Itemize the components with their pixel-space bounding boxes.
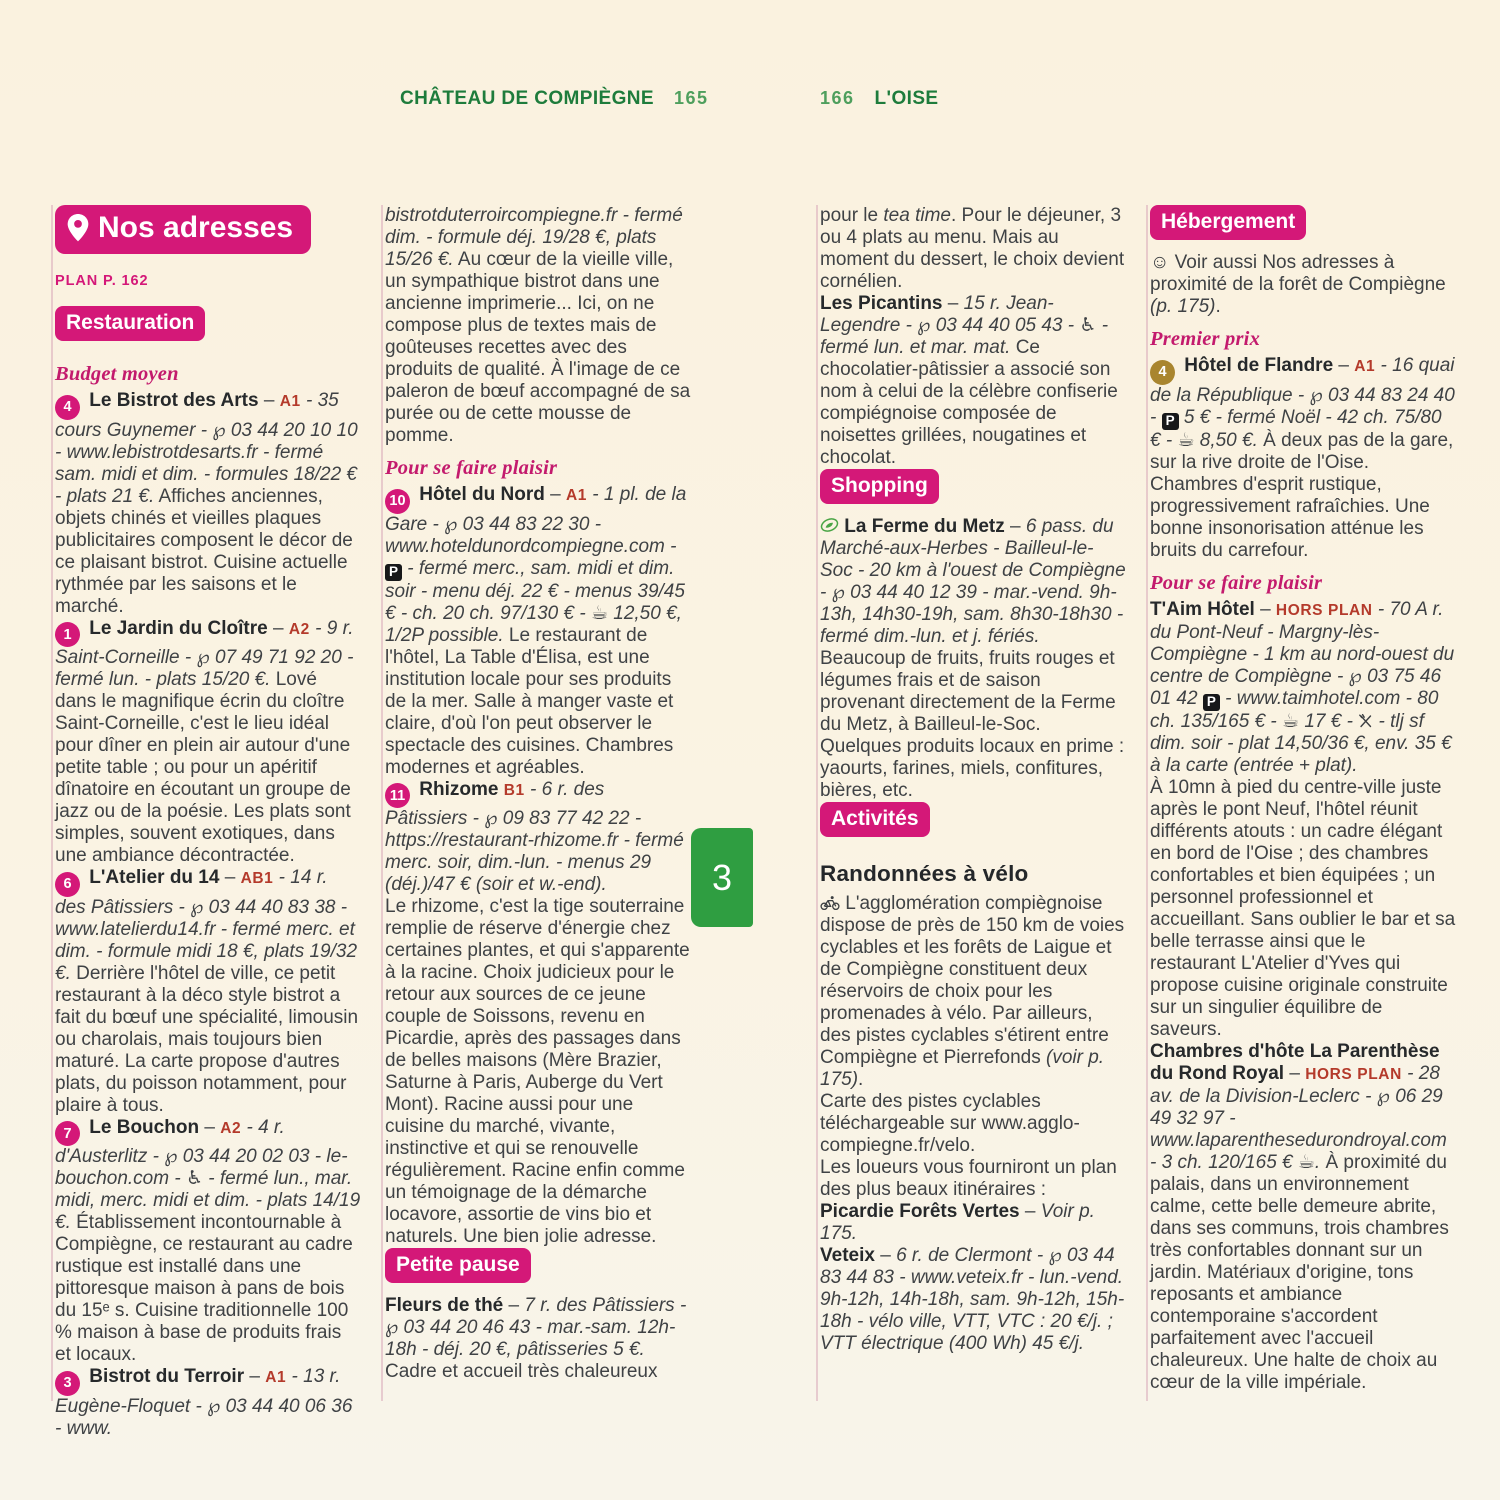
entry-text: Derrière l'hôtel de ville, ce petit restaurant à la déco style bistrot a fait du bœuf une spécialité, limousin ou charolais, mais toujours bien maturé. La carte propose d'autres plats, du poisson notamment, pour plaire à tous. bbox=[55, 962, 359, 1116]
entry bbox=[820, 1201, 1126, 1245]
section-badge: Shopping bbox=[820, 469, 939, 504]
entry-text: Beaucoup de fruits, fruits rouges et légumes frais et de saison provenant directement de la Ferme du Metz, à Bailleul-le-Soc. Quelques produits locaux en prime : yaourts, farines, miels, confitures, bières, etc. bbox=[820, 648, 1125, 801]
chapter-tab-number: 3 bbox=[711, 856, 733, 898]
section-badge: Activités bbox=[820, 802, 930, 837]
entry-name: Le Bouchon bbox=[84, 1116, 200, 1138]
entry-text: Lové dans le magnifique écrin du cloître Saint-Corneille, c'est le lieu idéal pour dîner en plein air autour d'une petite table ; ou pour un apéritif dînatoire en écoutant un groupe de jazz ou de la poésie. Les plats sont simples, souvent exotiques, dans une ambiance décontractée. bbox=[55, 669, 351, 866]
entry-number-badge: 6 bbox=[55, 872, 80, 897]
entry bbox=[385, 205, 691, 447]
map-ref: A1 bbox=[566, 487, 588, 504]
entry-name: Fleurs de thé bbox=[385, 1295, 504, 1316]
entry-details: - www.taimhotel.com - 80 ch. 135/165 € - ☕ 17 € - bbox=[1150, 687, 1439, 732]
entry-details: - 9 r. Saint-Corneille - ℘ 07 49 71 92 20 - fermé lun. - plats 15/20 €. bbox=[55, 617, 354, 690]
entry-name: Veteix bbox=[820, 1245, 875, 1266]
entry-details: 6 pass. du Marché-aux-Herbes - Bailleul-le-Soc - 20 km à l'ouest de Compiègne - ℘ 03 44 40 12 39 - mar.-vend. 9h-13h, 14h30-19h, sam. 8h30-18h30 - fermé dim.-lun. et j. fériés. bbox=[820, 516, 1126, 647]
entry-details: - 14 r. des Pâtissiers - ℘ 03 44 40 83 38 - www.latelierdu14.fr - fermé merc. et dim. - formule midi 18 €, plats 19/32 €. bbox=[55, 867, 358, 984]
entry-text: – bbox=[1019, 1201, 1041, 1222]
map-ref: A1 bbox=[265, 1369, 287, 1386]
entry-number-badge: 11 bbox=[385, 783, 410, 808]
entry bbox=[55, 867, 361, 1117]
entry-name: Le Bistrot des Arts bbox=[84, 390, 259, 411]
entry-text: Le rhizome, c'est la tige souterraine remplie de réserve d'énergie chez certaines plantes, et qui s'apparente à la racine. Choix judicieux pour le retour aux sources de ce jeune couple de Soissons, revenu en Picardie, après des passages dans de belles maisons (Mère Brazier, Saturne à Paris, Auberge du Vert Mont). Racine aussi pour une cuisine du marché, vivante, instinctive et qui se renouvelle régulièrement. Racine enfin comme un témoignage de la démarche locavore, assortie de vins bio et naturels. Une bien jolie adresse. bbox=[385, 896, 690, 1247]
entry bbox=[55, 618, 361, 868]
parking-icon: P bbox=[1203, 694, 1220, 711]
column-4 bbox=[1150, 205, 1456, 1394]
entry-details: - 16 quai de la République - ℘ 03 44 83 24 40 - bbox=[1150, 355, 1455, 428]
entry-text: – bbox=[544, 484, 567, 505]
entry-name: T'Aim Hôtel bbox=[1150, 598, 1255, 620]
entry bbox=[385, 484, 691, 779]
entry-text: Établissement incontournable à Compiègne, ce restaurant au cadre rustique est installé dans une pittoresque maison à pans de bois du 15ᵉ s. Cuisine traditionnelle 100 % maison à base de produits frais et locaux. bbox=[55, 1212, 353, 1365]
entry-details: (voir p. 175) bbox=[820, 1047, 1105, 1090]
entry bbox=[820, 1091, 1126, 1157]
entry-details: - fermé merc., sam. midi et dim. soir - menu déj. 22 € - menus 39/45 € - ch. 20 ch. 97/130 € - ☕ 12,50 €, 1/2P possible. bbox=[385, 557, 685, 646]
entry-number-badge: 3 bbox=[55, 1371, 80, 1396]
entry-details: 15 r. Jean-Legendre - ℘ 03 44 40 05 43 - ♿ - fermé lun. et mar. mat. bbox=[820, 293, 1109, 358]
entry-text: – bbox=[1284, 1062, 1306, 1084]
entry-text: ☺ Voir aussi Nos adresses à proximité de la forêt de Compiègne bbox=[1150, 252, 1446, 295]
column-1 bbox=[55, 205, 361, 1440]
entry-text: pour le bbox=[820, 205, 884, 226]
location-pin-icon bbox=[67, 214, 89, 242]
nos-adresses-header bbox=[55, 205, 311, 254]
page-header-right bbox=[820, 88, 938, 110]
page-header-left bbox=[400, 88, 709, 110]
entry-text: Ce chocolatier-pâtissier a associé son nom à celui de la célèbre confiserie compiégnoise composée de noisettes grillées, nougatines et chocolat. bbox=[820, 337, 1118, 468]
chapter-tab bbox=[691, 828, 753, 927]
entry-number-badge: 7 bbox=[55, 1121, 80, 1146]
entry-text: Le restaurant de l'hôtel, La Table d'Élisa, est une institution locale pour ses produits de la mer. Salle à manger vaste et claire, d'où l'on peut observer le spectacle des cuisines. Chambres modernes et agréables. bbox=[385, 624, 674, 778]
entry-text: – bbox=[942, 293, 964, 314]
page-number-left: 165 bbox=[673, 88, 709, 108]
entry-name: Les Picantins bbox=[820, 293, 943, 314]
entry-details: - 6 r. des Pâtissiers - ℘ 09 83 77 42 22 - https://restaurant-rhizome.fr - fermé merc. soir, dim.-lun. - menus 29 (déj.)/47 € (soir et w.-end). bbox=[385, 778, 684, 895]
entry bbox=[820, 893, 1126, 1091]
entry-details: (p. 175) bbox=[1150, 296, 1216, 317]
map-ref: HORS PLAN bbox=[1305, 1065, 1402, 1083]
entry bbox=[55, 390, 361, 618]
entry-details: bistrotduterroircompiegne.fr - fermé dim. - formule déj. 19/28 €, plats 15/26 €. bbox=[385, 205, 683, 270]
entry-name: La Ferme du Metz bbox=[839, 516, 1005, 537]
entry bbox=[1150, 599, 1456, 1041]
entry-text: – bbox=[244, 1366, 266, 1387]
entry-details: - tlj sf dim. soir - plat 14,50/36 €, env. 35 € à la carte (entrée + plat). bbox=[1150, 710, 1452, 776]
map-ref: HORS PLAN bbox=[1275, 601, 1373, 619]
entry-text: . Pour le déjeuner, 3 ou 4 plats au menu. Mais au moment du dessert, le choix devient cornélien. bbox=[820, 205, 1125, 292]
entry bbox=[820, 516, 1126, 802]
entry-name: Hôtel du Nord bbox=[414, 484, 545, 505]
entry-name: L'Atelier du 14 bbox=[84, 867, 220, 888]
column-rule bbox=[381, 205, 383, 1401]
entry-details: 5 € - fermé Noël - 42 ch. 75/80 € - ☕ 8,50 €. bbox=[1150, 406, 1442, 451]
entry-text: L'agglomération compiègnoise dispose de près de 150 km de voies cyclables et les forêts de Laigue et de Compiègne constituent deux réservoirs de choix pour les promenades à vélo. Par ailleurs, des pistes cyclables s'étirent entre Compiègne et Pierrefonds bbox=[820, 893, 1125, 1068]
entry bbox=[1150, 355, 1456, 562]
entry-text: – bbox=[874, 1245, 897, 1266]
map-ref: A2 bbox=[288, 620, 310, 638]
map-ref: B1 bbox=[503, 781, 525, 799]
price-subheading: Pour se faire plaisir bbox=[385, 457, 558, 479]
entry-name: Le Jardin du Cloître bbox=[84, 617, 268, 639]
entry bbox=[820, 205, 1126, 293]
entry bbox=[385, 1295, 691, 1383]
entry-number-badge: 1 bbox=[55, 622, 80, 647]
map-ref: AB1 bbox=[240, 870, 274, 887]
entry-details: - 70 A r. du Pont-Neuf - Margny-lès-Compiègne - 1 km au nord-ouest du centre de Compiègne - ℘ 03 75 46 01 42 bbox=[1150, 598, 1455, 709]
map-ref: A1 bbox=[1354, 358, 1376, 375]
entry bbox=[1150, 1041, 1456, 1394]
entry-number-badge: 4 bbox=[55, 395, 80, 420]
price-subheading: Budget moyen bbox=[55, 363, 179, 385]
entry-details: 6 r. de Clermont - ℘ 03 44 83 44 83 - www.veteix.fr - lun.-vend. 9h-12h, 14h-18h, sam. 9h-12h, 15h-18h - vélo ville, VTT, VTC : 20 €/j. ; VTT électrique (400 Wh) 45 €/j. bbox=[820, 1245, 1125, 1354]
entry-text: . bbox=[858, 1069, 864, 1090]
entry bbox=[55, 1366, 361, 1440]
entry-text: – bbox=[1004, 516, 1026, 537]
section-badge: Petite pause bbox=[385, 1248, 531, 1283]
map-ref: A1 bbox=[279, 393, 301, 410]
activity-heading: Randonnées à vélo bbox=[820, 861, 1029, 886]
entry bbox=[385, 779, 691, 1249]
chapter-title: CHÂTEAU DE COMPIÈGNE bbox=[400, 88, 654, 109]
bike-icon bbox=[820, 895, 840, 911]
column-2 bbox=[385, 205, 691, 1383]
entry-text: – bbox=[219, 867, 241, 888]
entry bbox=[820, 293, 1126, 469]
entry-name: Hôtel de Flandre bbox=[1179, 355, 1334, 376]
entry bbox=[820, 1157, 1126, 1201]
entry-details: 7 r. des Pâtissiers - ℘ 03 44 20 46 43 - mar.-sam. 12h-18h - déj. 20 €, pâtisseries 5 €. bbox=[385, 1295, 687, 1360]
entry-text: – bbox=[1333, 355, 1355, 376]
parking-icon: P bbox=[1162, 413, 1179, 430]
entry-details: - 4 r. d'Austerlitz - ℘ 03 44 20 02 03 - le-bouchon.com - ♿ - fermé lun., mar. midi, merc. midi et dim. - plats 14/19 €. bbox=[55, 1116, 361, 1233]
nos-adresses-title: Nos adresses bbox=[98, 211, 294, 244]
entry-text: – bbox=[267, 617, 289, 639]
entry-details: - 35 cours Guynemer - ℘ 03 44 20 10 10 - www.lebistrotdesarts.fr - fermé sam. midi et dim. - formules 18/22 € - plats 21 €. bbox=[55, 390, 358, 507]
entry-text: Les loueurs vous fourniront un plan des plus beaux itinéraires : bbox=[820, 1157, 1117, 1200]
entry bbox=[55, 1117, 361, 1367]
entry-text: Cadre et accueil très chaleureux bbox=[385, 1361, 658, 1382]
column-3 bbox=[820, 205, 1126, 1355]
entry-text: – bbox=[258, 390, 280, 411]
entry-text: Au cœur de la vieille ville, un sympathique bistrot dans une ancienne imprimerie... Ici, on ne compose plus de textes mais de goûteuses recettes avec des produits de qualité. À l'image de ce paleron de bœuf accompagné de sa purée ou de cette mousse de pomme. bbox=[385, 249, 691, 446]
entry-text: À 10mn à pied du centre-ville juste après le pont Neuf, l'hôtel réunit différents atouts : un cadre élégant en bord de l'Oise ; des chambres confortables et bien équipées ; un personnel professionnel et accueillant. Sans oublier le bar et sa belle terrasse ainsi que le restaurant L'Atelier d'Yves qui propose cuisine originale construite sur un singulier équilibre de saveurs. bbox=[1150, 776, 1456, 1040]
entry-text: – bbox=[503, 1295, 525, 1316]
entry-name: Rhizome bbox=[414, 778, 499, 800]
entry-details: - 1 pl. de la Gare - ℘ 03 44 83 22 30 - www.hoteldunordcompiegne.com - bbox=[385, 484, 687, 557]
entry-details: Voir p. 175. bbox=[820, 1201, 1095, 1244]
entry-number-badge: 10 bbox=[385, 489, 410, 514]
entry-number-badge: 4 bbox=[1150, 360, 1175, 385]
map-ref: A2 bbox=[220, 1119, 242, 1137]
entry bbox=[820, 1245, 1126, 1355]
entry-text: . bbox=[1215, 296, 1221, 317]
chapter-title-right: L'OISE bbox=[874, 88, 939, 109]
entry-text: À proximité du palais, dans un environnement calme, cette belle demeure abrite, dans ses communs, trois chambres très confortables donnant sur un jardin. Matériaux d'origine, tons reposants et ambiance contemporaine s'accordent parfaitement avec l'accueil chaleureux. Une halte de choix au cœur de la ville impériale. bbox=[1150, 1151, 1449, 1393]
leaf-icon bbox=[820, 516, 839, 534]
entry-details: - 13 r. Eugène-Floquet - ℘ 03 44 40 06 36 - www. bbox=[55, 1366, 353, 1439]
fork-icon bbox=[1358, 714, 1373, 729]
entry-text: – bbox=[1254, 598, 1276, 620]
entry-details: tea time bbox=[883, 205, 951, 226]
entry-name: Picardie Forêts Vertes bbox=[820, 1201, 1020, 1222]
entry-name: Chambres d'hôte La Parenthèse du Rond Royal bbox=[1150, 1040, 1440, 1084]
entry-name: Bistrot du Terroir bbox=[84, 1366, 245, 1387]
entry bbox=[1150, 252, 1456, 318]
entry-text: – bbox=[199, 1116, 221, 1138]
entry-text: Carte des pistes cyclables téléchargeable sur www.agglo-compiegne.fr/velo. bbox=[820, 1091, 1080, 1156]
entry-text: Affiches anciennes, objets chinés et vieilles plaques publicitaires composent le décor de ce plaisant bistrot. Cuisine actuelle rythmée par les saisons et le marché. bbox=[55, 485, 353, 617]
column-rule bbox=[51, 205, 53, 1401]
section-badge: Restauration bbox=[55, 306, 205, 341]
entry-details: - 28 av. de la Division-Leclerc - ℘ 06 29 49 32 97 - www.laparenthesedurondroyal.com - 3 ch. 120/165 € ☕. bbox=[1150, 1062, 1447, 1173]
price-subheading: Premier prix bbox=[1150, 328, 1261, 350]
plan-reference: PLAN P. 162 bbox=[55, 273, 149, 289]
entry-text: À deux pas de la gare, sur la rive droite de l'Oise. Chambres d'esprit rustique, progressivement rafraîchies. Une bonne insonorisation atténue les bruits du carrefour. bbox=[1150, 429, 1454, 561]
column-rule bbox=[816, 205, 818, 1401]
price-subheading: Pour se faire plaisir bbox=[1150, 571, 1323, 594]
section-badge: Hébergement bbox=[1150, 205, 1306, 240]
parking-icon: P bbox=[385, 564, 402, 581]
column-rule bbox=[1146, 205, 1148, 1401]
page-number-right: 166 bbox=[820, 88, 855, 108]
